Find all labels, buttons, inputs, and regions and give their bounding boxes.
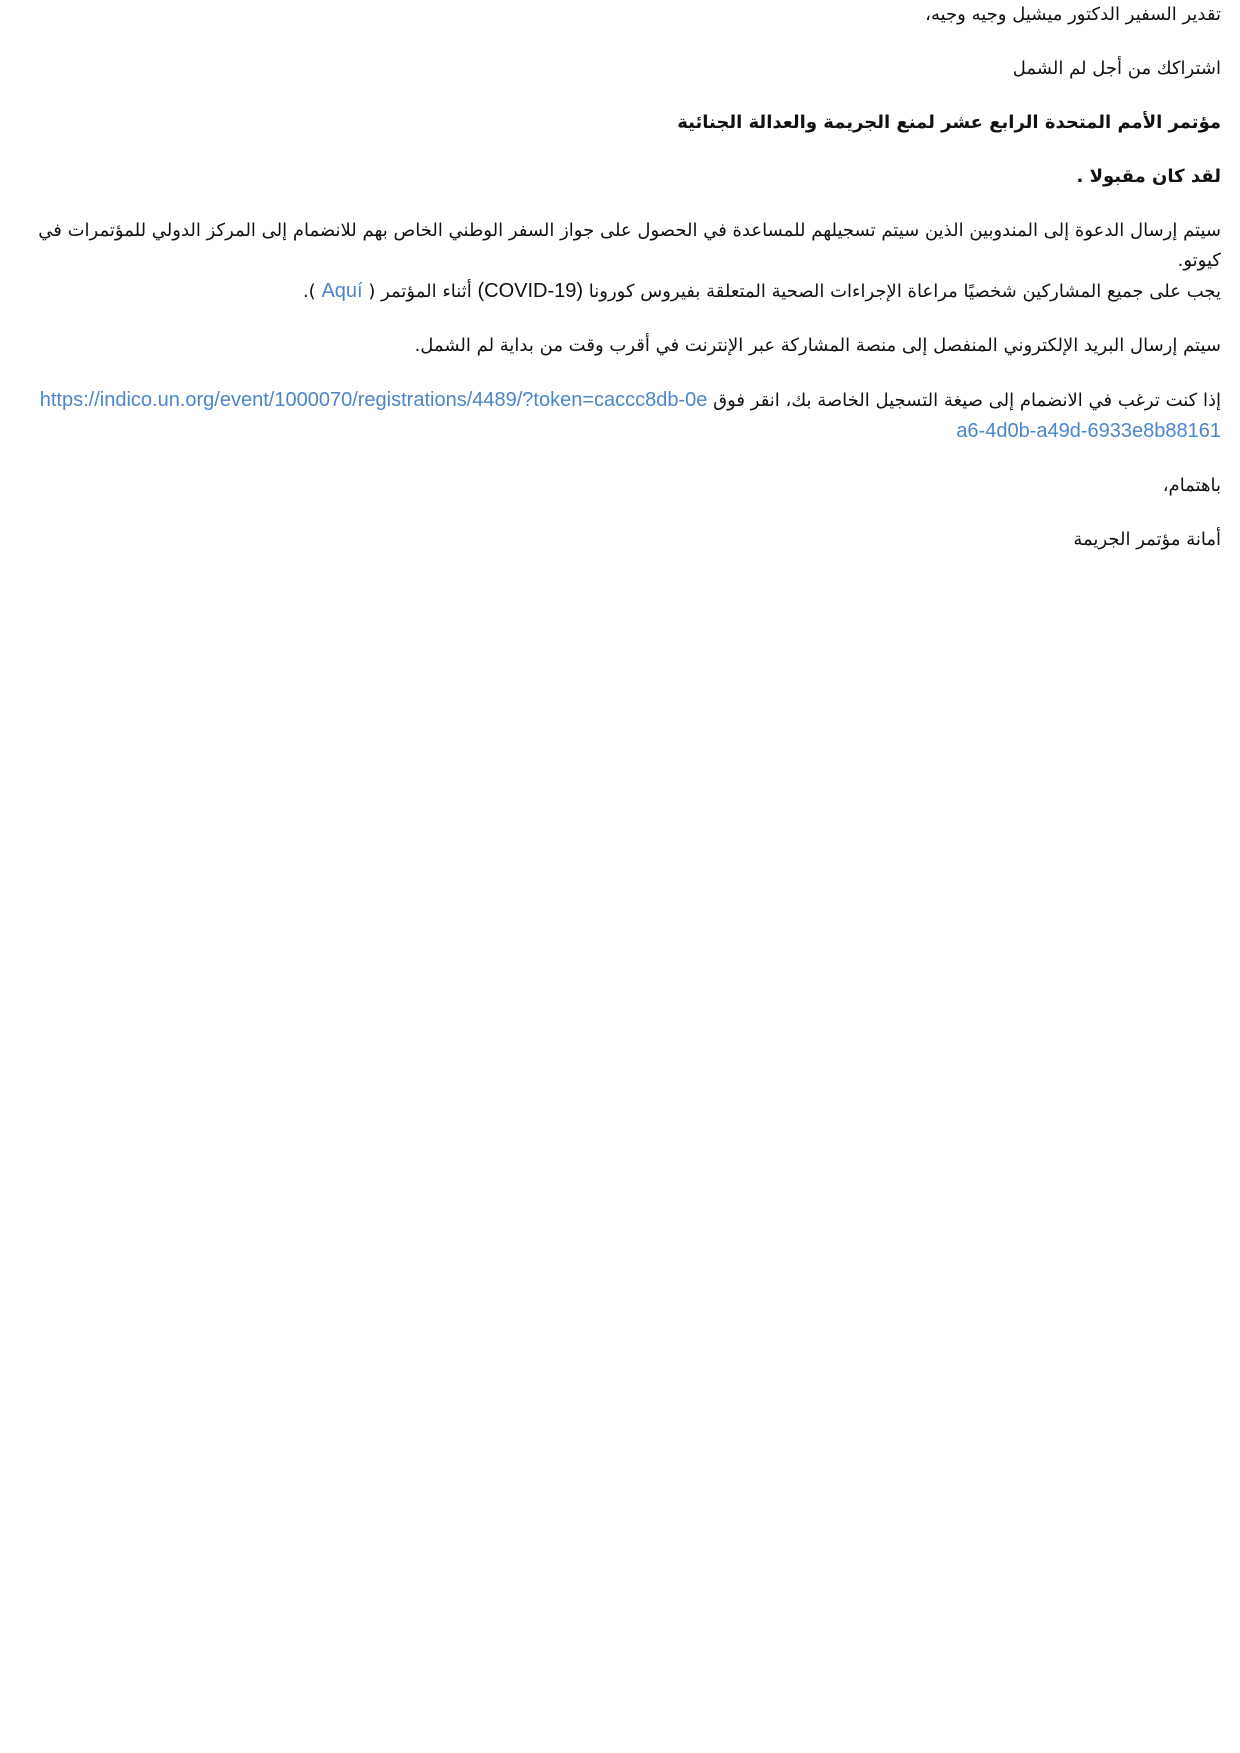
covid-notice-text: يجب على جميع المشاركين شخصيًا مراعاة الإجراءات الصحية المتعلقة بفيروس كورونا: [588, 281, 1221, 302]
covid-term: (COVID-19): [477, 280, 584, 302]
email-notice: سيتم إرسال البريد الإلكتروني المنفصل إلى منصة المشاركة عبر الإنترنت في أقرب وقت من بداية لم الشمل.: [414, 335, 1221, 356]
conference-title: مؤتمر الأمم المتحدة الرابع عشر لمنع الجريمة والعدالة الجنائية: [677, 112, 1221, 133]
email-body: [31, 0, 1221, 579]
acceptance-status: لقد كان مقبولا .: [1076, 166, 1221, 187]
covid-notice: [31, 276, 1221, 307]
registration-prompt: إذا كنت ترغب في الانضمام إلى صيغة التسجيل الخاصة بك، انقر فوق: [713, 390, 1221, 411]
aqui-link[interactable]: Aquí: [321, 280, 363, 302]
registration-paragraph: [31, 385, 1221, 447]
covid-notice-middle: أثناء المؤتمر (: [368, 281, 472, 302]
covid-notice-end: ).: [302, 281, 316, 302]
signature: أمانة مؤتمر الجريمة: [1073, 529, 1221, 550]
subscription-line: اشتراكك من أجل لم الشمل: [1012, 58, 1221, 79]
greeting: تقدير السفير الدكتور ميشيل وجيه وجيه،: [925, 4, 1221, 25]
closing: باهتمام،: [1162, 475, 1221, 496]
registration-link[interactable]: https://indico.un.org/event/1000070/registrations/4489/?token=caccc8db-0ea6-4d0b-a49d-6933e8b88161: [39, 389, 1221, 442]
invitation-paragraph: سيتم إرسال الدعوة إلى المندوبين الذين سيتم تسجيلهم للمساعدة في الحصول على جواز السفر الوطني الخاص بهم للانضمام إلى المركز الدولي للمؤتمرات في كيوتو.: [38, 220, 1221, 271]
